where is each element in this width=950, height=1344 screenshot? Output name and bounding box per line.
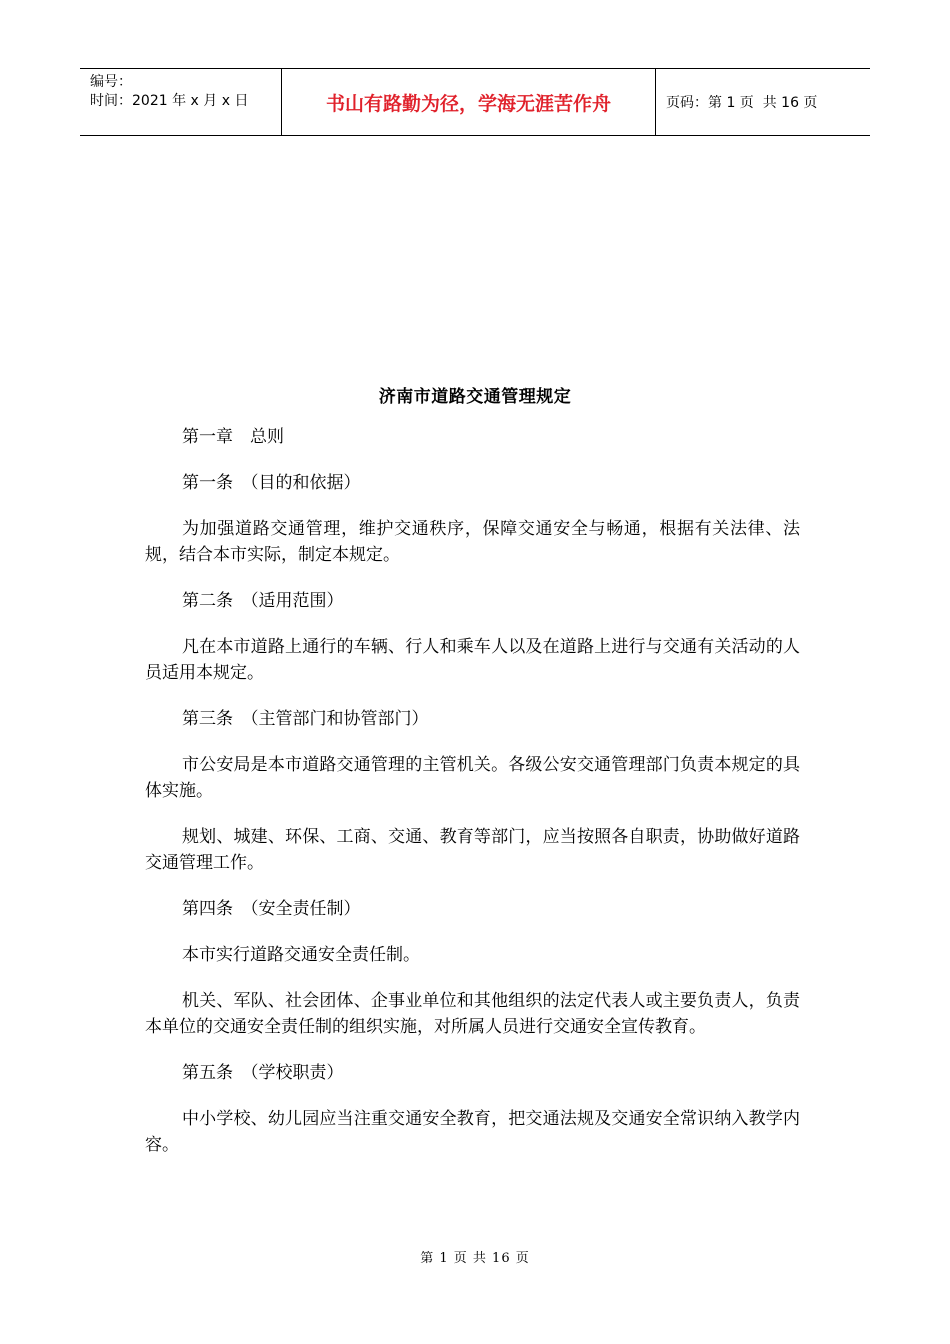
page-footer: 第 1 页 共 16 页 <box>420 1251 530 1266</box>
article-text: 机关、军队、社会团体、企事业单位和其他组织的法定代表人或主要负责人，负责本单位的交通安全责任制的组织实施，对所属人员进行交通安全宣传教育。 <box>145 991 800 1037</box>
article-text: 为加强道路交通管理，维护交通秩序，保障交通安全与畅通，根据有关法律、法规，结合本市实际，制定本规定。 <box>145 519 800 565</box>
article-text: 市公安局是本市道路交通管理的主管机关。各级公安交通管理部门负责本规定的具体实施。 <box>145 755 800 801</box>
chapter-heading: 第一章 总则 <box>182 427 284 447</box>
header-page-info <box>656 69 870 135</box>
page-header <box>80 68 870 136</box>
article-text: 中小学校、幼儿园应当注重交通安全教育，把交通法规及交通安全常识纳入教学内容。 <box>145 1109 800 1155</box>
article-text: 本市实行道路交通安全责任制。 <box>182 945 420 965</box>
document-date-label: 时间：2021 年 x 月 x 日 <box>90 93 249 109</box>
header-meta <box>80 69 282 135</box>
document-number-label: 编号： <box>90 74 132 90</box>
page-info-text: 页码：第 1 页 共 16 页 <box>666 95 818 111</box>
article-text: 凡在本市道路上通行的车辆、行人和乘车人以及在道路上进行与交通有关活动的人员适用本规定。 <box>145 637 800 683</box>
document-title: 济南市道路交通管理规定 <box>378 387 572 407</box>
header-motto: 书山有路勤为径，学海无涯苦作舟 <box>282 69 656 135</box>
article-heading: 第一条 （目的和依据） <box>182 473 361 493</box>
article-heading: 第二条 （适用范围） <box>182 591 344 611</box>
article-text: 规划、城建、环保、工商、交通、教育等部门，应当按照各自职责，协助做好道路交通管理工作。 <box>145 827 800 873</box>
article-heading: 第四条 （安全责任制） <box>182 899 361 919</box>
article-heading: 第三条 （主管部门和协管部门） <box>182 709 429 729</box>
document-body <box>145 424 800 1178</box>
article-heading: 第五条 （学校职责） <box>182 1063 344 1083</box>
